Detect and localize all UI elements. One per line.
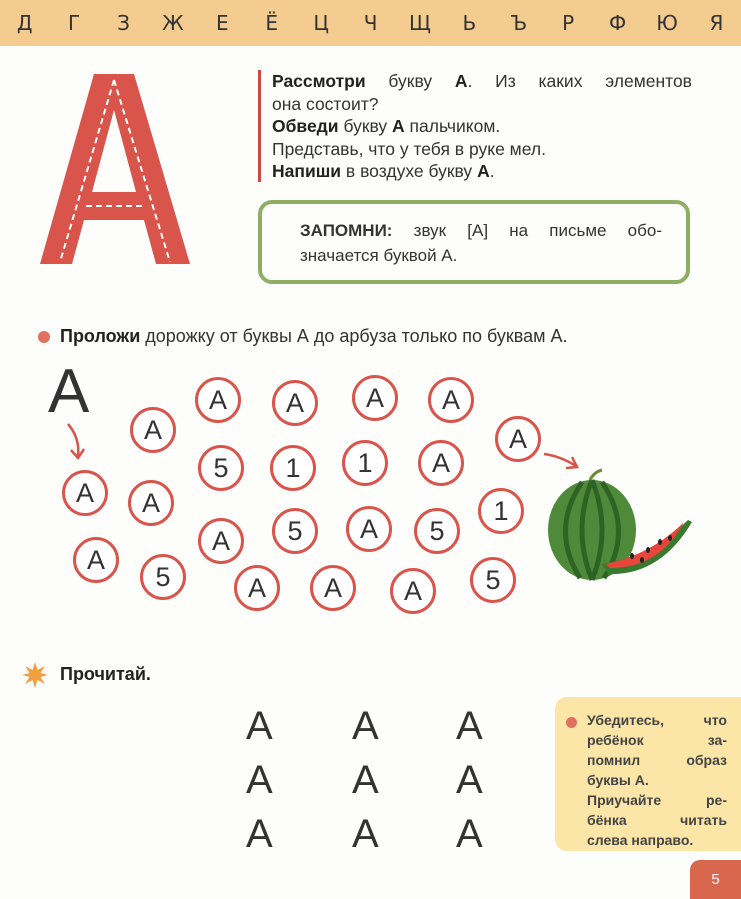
alphabet-letter: Ь (462, 11, 477, 35)
remember-line: ЗАПОМНИ: звук [А] на письме обо- (300, 221, 662, 240)
maze-cell[interactable]: 5 (470, 557, 516, 603)
alphabet-letter: Я (709, 11, 724, 35)
alphabet-letter: З (117, 11, 130, 35)
maze-cell[interactable]: А (130, 407, 176, 453)
instruction-line: Обведи букву А пальчиком. (272, 116, 501, 136)
instructions (272, 70, 692, 183)
alphabet-letter: Р (562, 11, 575, 35)
note-line: бёнка читать (587, 812, 727, 828)
maze-cell[interactable]: А (495, 416, 541, 462)
instruction-divider (258, 70, 261, 182)
maze-cell[interactable]: А (346, 506, 392, 552)
parent-note (555, 697, 741, 851)
alphabet-bar (0, 0, 741, 46)
remember-line: значается буквой А. (300, 246, 458, 265)
maze-cell[interactable]: А (73, 537, 119, 583)
read-letter: А (352, 812, 379, 856)
maze-cell[interactable]: 5 (272, 508, 318, 554)
alphabet-letter: Ц (313, 11, 329, 35)
alphabet-letter: Ф (608, 11, 627, 35)
read-letter: А (352, 758, 379, 802)
star-icon (22, 662, 48, 688)
maze-cell[interactable]: А (418, 440, 464, 486)
arrow-down-icon (60, 420, 90, 462)
maze-cell[interactable]: А (272, 380, 318, 426)
read-letter: А (456, 812, 483, 856)
read-letter: А (246, 704, 273, 748)
maze-cell[interactable]: А (310, 565, 356, 611)
maze-cell[interactable]: А (428, 377, 474, 423)
note-line: слева направо. (587, 832, 694, 848)
alphabet-letter: Д (16, 11, 33, 35)
maze-cell[interactable]: 5 (414, 508, 460, 554)
maze-cell[interactable]: 1 (478, 488, 524, 534)
maze-cell[interactable]: А (234, 565, 280, 611)
page-number: 5 (690, 860, 741, 899)
remember-box (258, 200, 690, 284)
instruction-line: Напиши в воздухе букву А. (272, 161, 495, 181)
big-letter-a-icon (36, 66, 226, 266)
alphabet-letter: Ч (363, 11, 378, 35)
maze-cell[interactable]: 5 (140, 554, 186, 600)
maze-cell[interactable]: А (128, 480, 174, 526)
note-line: буквы А. (587, 772, 649, 788)
note-line: Убедитесь, что (587, 712, 727, 728)
bullet-icon (38, 331, 50, 343)
alphabet-letter: Е (216, 11, 229, 35)
alphabet-letter: Ю (656, 11, 678, 35)
parent-note-text (587, 710, 727, 850)
maze-cell[interactable]: А (62, 470, 108, 516)
maze-cell[interactable]: 1 (342, 440, 388, 486)
maze-task (60, 323, 700, 349)
read-letter: А (246, 812, 273, 856)
alphabet-letter: Ё (265, 11, 279, 35)
read-letter: А (352, 704, 379, 748)
read-title: Прочитай. (60, 664, 151, 684)
read-letter: А (246, 758, 273, 802)
alphabet-letter: Ъ (510, 11, 528, 35)
maze-start-letter: А (48, 357, 90, 426)
instruction-line: Представь, что у тебя в руке мел. (272, 138, 546, 159)
note-line: Приучайте ре- (587, 792, 727, 808)
alphabet-letter: Г (68, 11, 81, 35)
task-text: Проложи дорожку от буквы А до арбуза только по буквам А. (60, 326, 568, 346)
maze-cell[interactable]: 1 (270, 445, 316, 491)
note-line: ребёнок за- (587, 732, 727, 748)
watermelon-icon (542, 468, 692, 592)
instruction-line: Рассмотри букву А. Из каких элементов (272, 71, 692, 91)
maze-cell[interactable]: 5 (198, 445, 244, 491)
maze-cell[interactable]: А (352, 375, 398, 421)
read-letter: А (456, 758, 483, 802)
maze-cell[interactable]: А (198, 518, 244, 564)
alphabet-letter: Щ (409, 11, 431, 35)
note-line: помнил образ (587, 752, 727, 768)
instruction-line: она состоит? (272, 93, 379, 114)
alphabet-letter: Ж (162, 11, 184, 35)
bullet-icon (566, 717, 577, 728)
maze-cell[interactable]: А (390, 568, 436, 614)
maze-cell[interactable]: А (195, 377, 241, 423)
read-letter: А (456, 704, 483, 748)
